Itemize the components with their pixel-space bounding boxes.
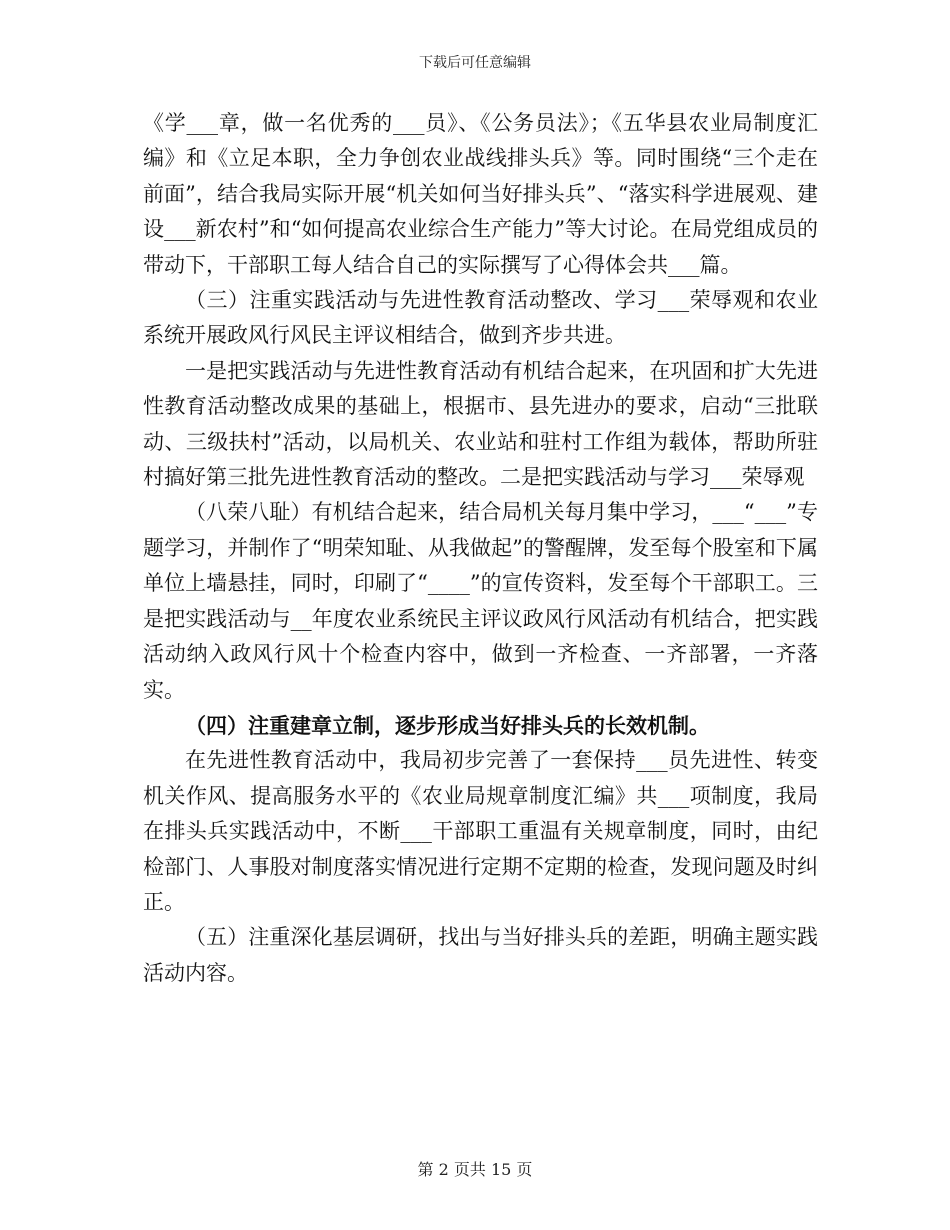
document-body	[143, 106, 818, 991]
paragraph: 一是把实践活动与先进性教育活动有机结合起来，在巩固和扩大先进性教育活动整改成果的基础上，根据市、县先进办的要求，启动“三批联动、三级扶村”活动，以局机关、农业站和驻村工作组为载体，帮助所驻村搞好第三批先进性教育活动的整改。二是把实践活动与学习___荣辱观	[143, 358, 818, 490]
page-header: 下载后可任意编辑	[419, 55, 531, 71]
section-heading-3: （三）注重实践活动与先进性教育活动整改、学习___荣辱观和农业系统开展政风行风民主评议相结合，做到齐步共进。	[143, 288, 818, 348]
section-heading-5: （五）注重深化基层调研，找出与当好排头兵的差距，明确主题实践活动内容。	[143, 925, 818, 985]
page-number: 第 2 页共 15 页	[417, 1160, 533, 1179]
paragraph: （八荣八耻）有机结合起来，结合局机关每月集中学习，___“___”专题学习，并制作了“明荣知耻、从我做起”的警醒牌，发至每个股室和下属单位上墙悬挂，同时，印刷了“____”的宣传资料，发至每个干部职工。三是把实践活动与__年度农业系统民主评议政风行风活动有机结合，把实践活动纳入政风行风十个检查内容中，做到一齐检查、一齐部署，一齐落实。	[143, 500, 818, 702]
paragraph: 《学___章，做一名优秀的___员》、《公务员法》；《五华县农业局制度汇编》和《立足本职，全力争创农业战线排头兵》等。同时围绕“三个走在前面”，结合我局实际开展“机关如何当好排头兵”、“落实科学进展观、建设___新农村”和“如何提高农业综合生产能力”等大讨论。在局党组成员的带动下，干部职工每人结合自己的实际撰写了心得体会共___篇。	[143, 111, 818, 277]
paragraph: 在先进性教育活动中，我局初步完善了一套保持___员先进性、转变机关作风、提高服务水平的《农业局规章制度汇编》共___项制度，我局在排头兵实践活动中，不断___干部职工重温有关规章制度，同时，由纪检部门、人事股对制度落实情况进行定期不定期的检查，发现问题及时纠正。	[143, 748, 818, 914]
section-heading-4: （四）注重建章立制，逐步形成当好排头兵的长效机制。	[185, 712, 710, 738]
